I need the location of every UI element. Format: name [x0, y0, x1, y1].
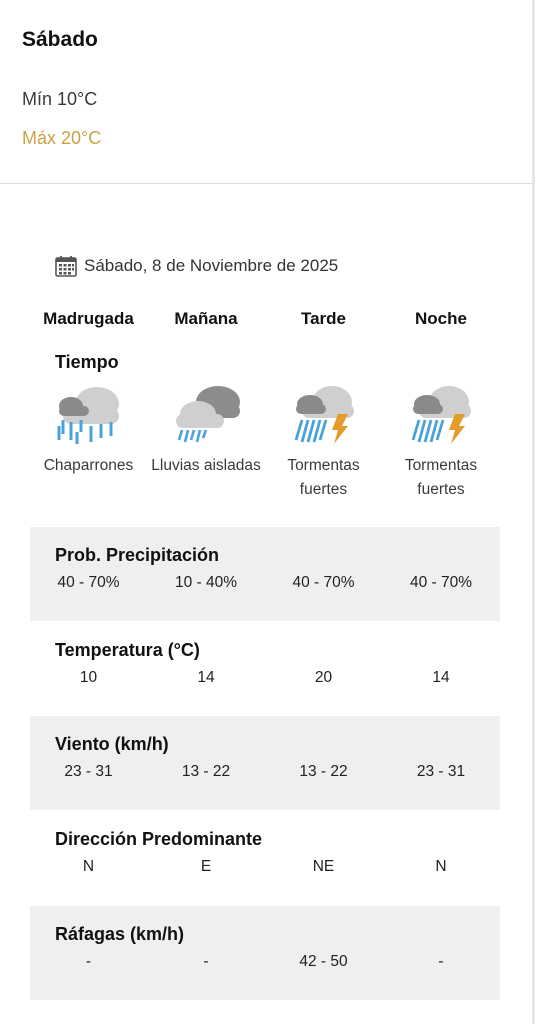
value-cell: N [435, 858, 447, 875]
day-summary[interactable] [0, 0, 532, 184]
row-values [30, 669, 500, 687]
value-cell: 13 - 22 [299, 763, 348, 780]
period-noche: Noche [415, 309, 467, 328]
period-headers [30, 309, 500, 329]
max-temperature: Máx 20°C [22, 128, 102, 148]
row-title: Dirección Predominante [55, 829, 263, 849]
value-cell: 23 - 31 [64, 763, 113, 780]
row-values [30, 953, 500, 971]
row-title: Prob. Precipitación [55, 545, 220, 565]
weather-cell [30, 380, 147, 502]
showers-cloud-icon [51, 380, 127, 448]
value-cell: 14 [432, 669, 450, 686]
row-precipitation [30, 527, 500, 621]
weather-description: Tormentas fuertes [404, 457, 478, 498]
period-manana: Mañana [174, 309, 238, 328]
value-cell: 10 - 40% [174, 574, 238, 591]
row-values [30, 858, 500, 876]
isolated-rain-cloud-icon [168, 380, 244, 448]
period-madrugada: Madrugada [43, 309, 134, 328]
row-values [30, 574, 500, 592]
value-cell: E [200, 858, 212, 875]
weather-cell [382, 380, 500, 502]
weather-row [30, 380, 500, 502]
row-wind-direction [30, 811, 500, 905]
period-tarde: Tarde [300, 309, 347, 328]
tiempo-label: Tiempo [55, 352, 119, 372]
row-title: Temperatura (°C) [55, 640, 200, 660]
value-cell: - [203, 953, 209, 970]
value-cell: - [438, 953, 444, 970]
weather-cell [265, 380, 382, 502]
value-cell: 42 - 50 [299, 953, 348, 970]
value-cell: - [85, 953, 92, 970]
row-values [30, 763, 500, 781]
value-cell: 40 - 70% [292, 574, 355, 591]
value-cell: 13 - 22 [181, 763, 231, 780]
day-name: Sábado [22, 28, 98, 51]
row-title: Viento (km/h) [55, 734, 169, 754]
weather-description: Chaparrones [43, 457, 134, 474]
value-cell: NE [312, 858, 335, 875]
weather-description: Lluvias aisladas [151, 457, 261, 474]
weather-description: Tormentas fuertes [287, 457, 360, 498]
row-title: Ráfagas (km/h) [55, 924, 185, 944]
calendar-icon [54, 254, 78, 278]
weather-cell [147, 380, 265, 502]
row-gusts [30, 906, 500, 1000]
value-cell: 14 [197, 669, 215, 686]
row-wind [30, 716, 500, 810]
min-temperature: Mín 10°C [22, 89, 98, 109]
date-line [54, 254, 338, 278]
value-cell: 40 - 70% [57, 574, 120, 591]
date-text: Sábado, 8 de Noviembre de 2025 [84, 256, 339, 275]
value-cell: 20 [314, 669, 333, 686]
value-cell: 23 - 31 [416, 763, 466, 780]
value-cell: N [82, 858, 95, 875]
row-temperature [30, 622, 500, 716]
storm-cloud-icon [403, 380, 479, 448]
value-cell: 10 [79, 669, 98, 686]
storm-cloud-icon [286, 380, 362, 448]
value-cell: 40 - 70% [409, 574, 473, 591]
